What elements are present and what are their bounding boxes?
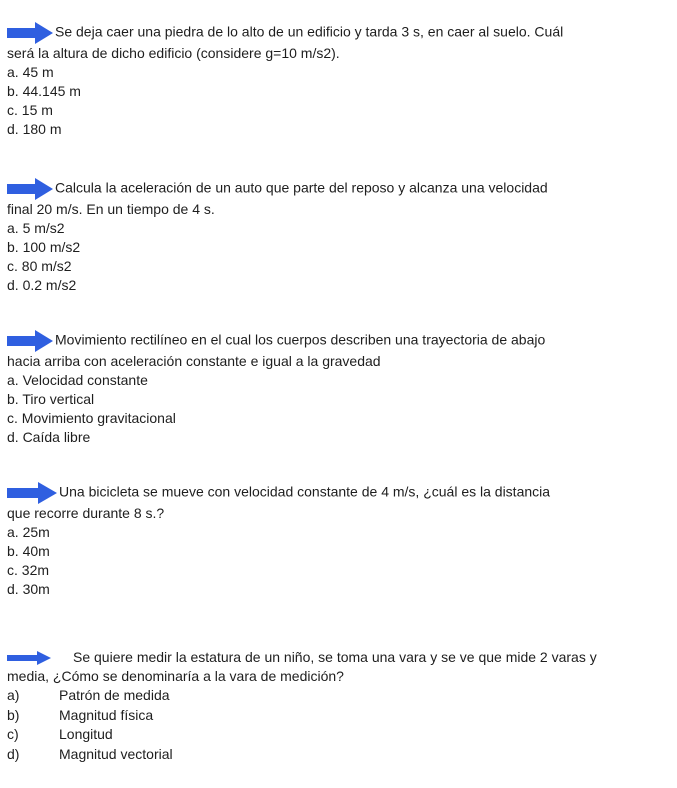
- question-2: [7, 178, 672, 295]
- question-3-option-b[interactable]: b. Tiro vertical: [7, 391, 95, 407]
- question-3-prompt-line-2: hacia arriba con aceleración constante e igual a la gravedad: [7, 353, 381, 369]
- question-4-option-b[interactable]: b. 40m: [7, 543, 50, 559]
- option-text: Longitud: [59, 726, 113, 742]
- question-2-prompt-line-2: final 20 m/s. En un tiempo de 4 s.: [7, 201, 215, 217]
- question-3-line-1: [7, 330, 672, 352]
- question-1-option-a[interactable]: a. 45 m: [7, 64, 54, 80]
- question-4-prompt-line-2: que recorre durante 8 s.?: [7, 505, 165, 521]
- question-1-option-c[interactable]: c. 15 m: [7, 102, 53, 118]
- question-4-prompt-line-1: Una bicicleta se mueve con velocidad constante de 4 m/s, ¿cuál es la distancia: [59, 483, 551, 500]
- question-3-prompt-line-1: Movimiento rectilíneo en el cual los cuerpos describen una trayectoria de abajo: [55, 331, 546, 348]
- option-letter: c): [7, 726, 19, 742]
- option-letter: d): [7, 745, 20, 762]
- question-1-prompt-line-1: Se deja caer una piedra de lo alto de un edificio y tarda 3 s, en caer al suelo. Cuál: [55, 23, 564, 40]
- question-2-option-b[interactable]: b. 100 m/s2: [7, 239, 81, 255]
- question-5: [7, 648, 672, 764]
- question-5-option-b[interactable]: [7, 706, 672, 726]
- question-2-line-1: [7, 178, 672, 200]
- question-4: [7, 482, 672, 599]
- arrow-icon: [7, 22, 53, 44]
- arrow-icon: [7, 178, 53, 200]
- arrow-icon: [7, 651, 51, 665]
- question-2-option-a[interactable]: a. 5 m/s2: [7, 220, 65, 236]
- question-1-prompt-line-2: será la altura de dicho edificio (considere g=10 m/s2).: [7, 45, 340, 61]
- question-1-line-1: [7, 22, 672, 44]
- question-4-line-1: [7, 482, 672, 504]
- question-5-line-1: [7, 648, 672, 667]
- question-2-option-d[interactable]: d. 0.2 m/s2: [7, 277, 77, 293]
- question-5-option-c[interactable]: [7, 725, 672, 745]
- question-1-option-d[interactable]: d. 180 m: [7, 121, 62, 137]
- option-text: Magnitud física: [59, 706, 154, 723]
- question-2-option-c[interactable]: c. 80 m/s2: [7, 258, 72, 274]
- question-3-option-c[interactable]: c. Movimiento gravitacional: [7, 410, 176, 426]
- question-3: [7, 330, 672, 447]
- question-5-prompt-line-1: Se quiere medir la estatura de un niño, se toma una vara y se ve que mide 2 varas y: [73, 649, 597, 665]
- question-4-option-d[interactable]: d. 30m: [7, 581, 50, 597]
- question-3-option-d[interactable]: d. Caída libre: [7, 429, 91, 445]
- question-5-option-d[interactable]: [7, 745, 672, 765]
- question-4-option-a[interactable]: a. 25m: [7, 524, 50, 540]
- question-3-option-a[interactable]: a. Velocidad constante: [7, 372, 148, 388]
- option-letter: b): [7, 706, 20, 723]
- option-letter: a): [7, 687, 20, 703]
- option-text: Patrón de medida: [59, 687, 170, 703]
- question-1: [7, 22, 672, 139]
- question-5-prompt-line-2: media, ¿Cómo se denominaría a la vara de medición?: [7, 668, 344, 684]
- question-4-option-c[interactable]: c. 32m: [7, 562, 50, 578]
- arrow-icon: [7, 482, 57, 504]
- question-1-option-b[interactable]: b. 44.145 m: [7, 83, 81, 99]
- question-5-option-a[interactable]: [7, 686, 672, 706]
- question-2-prompt-line-1: Calcula la aceleración de un auto que parte del reposo y alcanza una velocidad: [55, 179, 548, 196]
- arrow-icon: [7, 330, 53, 352]
- option-text: Magnitud vectorial: [59, 745, 173, 762]
